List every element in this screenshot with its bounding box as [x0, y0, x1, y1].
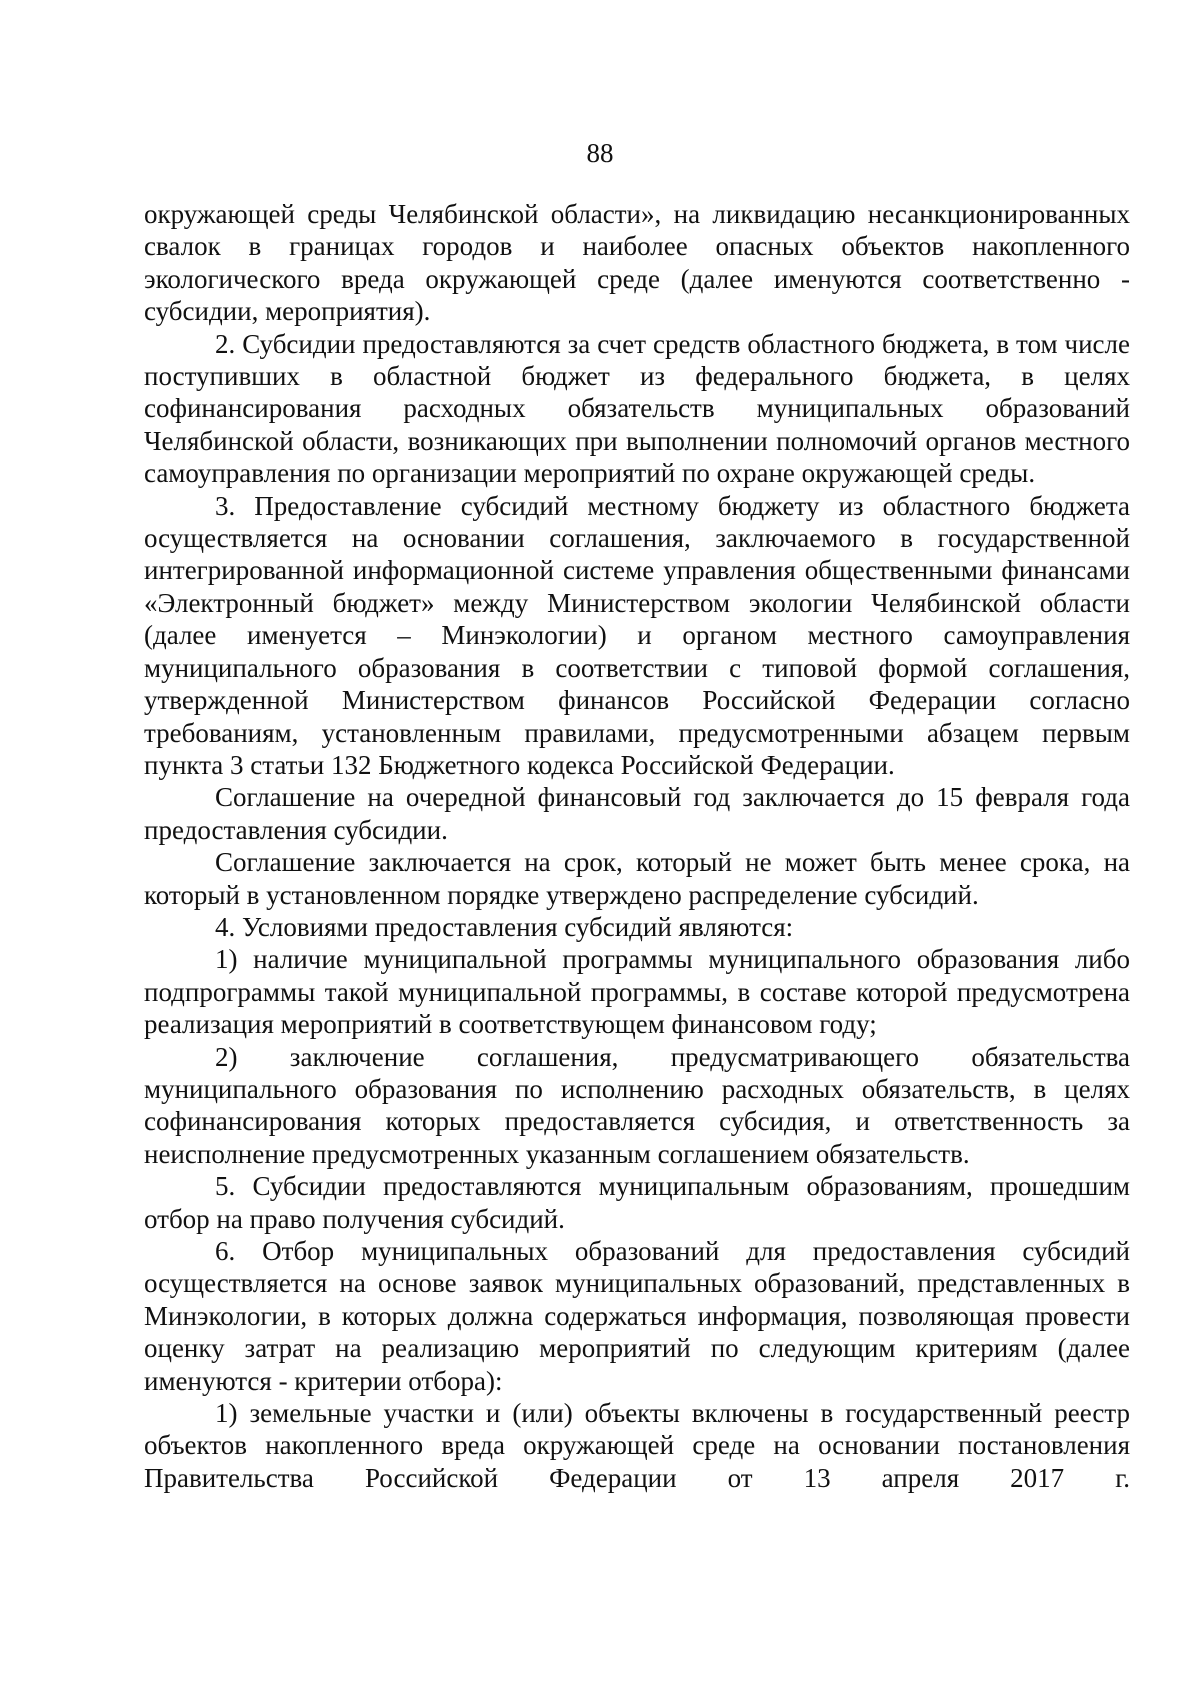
- page-number: 88: [586, 138, 614, 168]
- paragraph-condition-2: 2) заключение соглашения, предусматривающего обязательства муниципального образования по исполнению расходных обязательств, в целях софинансирования которых предоставляется субсидия, и ответственность за неисполнение предусмотренных указанным соглашением обязательств.: [144, 1041, 1130, 1169]
- paragraph-item-2: 2. Субсидии предоставляются за счет средств областного бюджета, в том числе поступивших в областной бюджет из федерального бюджета, в целях софинансирования расходных обязательств муниципальных образований Челябинской области, возникающих при выполнении полномочий органов местного самоуправления по организации мероприятий по охране окружающей среды.: [144, 328, 1130, 489]
- paragraph-continuation: окружающей среды Челябинской области», на ликвидацию несанкционированных свалок в границах городов и наиболее опасных объектов накопленного экологического вреда окружающей среде (далее именуются соответственно - субсидии, мероприятия).: [144, 199, 1130, 327]
- paragraph-criterion-1: 1) земельные участки и (или) объекты включены в государственный реестр объектов накопленного вреда окружающей среде на основании постановления Правительства Российской Федерации от 13 апреля 2017 г.: [144, 1398, 1130, 1493]
- paragraph-condition-1: 1) наличие муниципальной программы муниципального образования либо подпрограммы такой муниципальной программы, в составе которой предусмотрена реализация мероприятий в соответствующем финансовом году;: [144, 944, 1130, 1040]
- paragraph-item-3: 3. Предоставление субсидий местному бюджету из областного бюджета осуществляется на основании соглашения, заключаемого в государственной интегрированной информационной системе управления общественными финансами «Электронный бюджет» между Министерством экологии Челябинской области (далее именуется – Минэкологии) и органом местного самоуправления муниципального образования в соответствии с типовой формой соглашения, утвержденной Министерством финансов Российской Федерации согласно требованиям, установленным правилами, предусмотренными абзацем первым пункта 3 статьи 132 Бюджетного кодекса Российской Федерации.: [144, 490, 1130, 780]
- paragraph-agreement-term: Соглашение заключается на срок, который не может быть менее срока, на который в установленном порядке утверждено распределение субсидий.: [144, 847, 1130, 910]
- paragraph-agreement-deadline: Соглашение на очередной финансовый год заключается до 15 февраля года предоставления субсидии.: [144, 782, 1130, 845]
- paragraph-item-4: 4. Условиями предоставления субсидий являются:: [215, 911, 794, 942]
- document-body: [144, 198, 1130, 1494]
- paragraph-item-6: 6. Отбор муниципальных образований для предоставления субсидий осуществляется на основе заявок муниципальных образований, представленных в Минэкологии, в которых должна содержаться информация, позволяющая провести оценку затрат на реализацию мероприятий по следующим критериям (далее именуются - критерии отбора):: [144, 1236, 1130, 1396]
- paragraph-item-5: 5. Субсидии предоставляются муниципальным образованиям, прошедшим отбор на право получения субсидий.: [144, 1171, 1130, 1234]
